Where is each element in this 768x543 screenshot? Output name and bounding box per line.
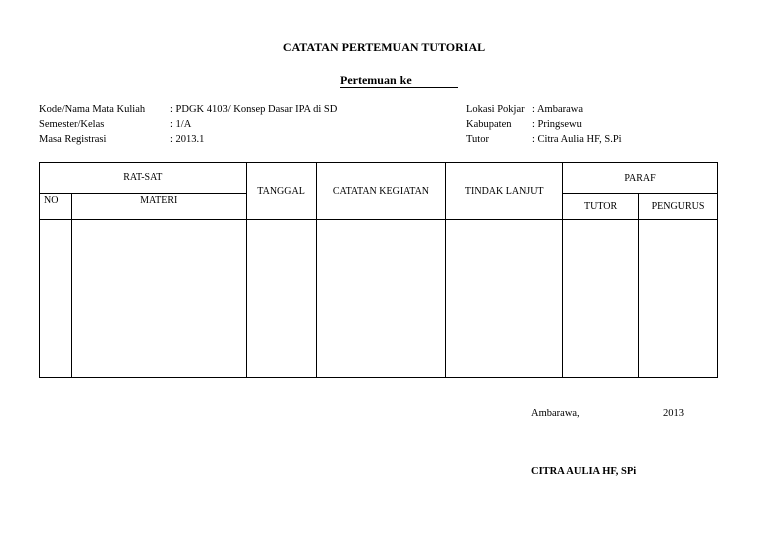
tutorial-table (39, 162, 718, 378)
cell-catatan[interactable] (316, 220, 446, 378)
info-left-values (170, 102, 337, 147)
cell-no[interactable] (40, 220, 72, 378)
header-tindak: TINDAK LANJUT (446, 163, 563, 220)
location-value: : Ambarawa (532, 104, 584, 115)
semester-value: : 1/A (170, 119, 192, 130)
header-paraf: PARAF (563, 163, 718, 194)
signature-name: CITRA AULIA HF, SPi (531, 466, 637, 477)
cell-pengurus[interactable] (639, 220, 718, 378)
location-label: Lokasi Pokjar (466, 104, 525, 115)
meeting-number-label: Pertemuan ke (340, 73, 458, 88)
registration-value: : 2013.1 (170, 134, 205, 145)
semester-label: Semester/Kelas (39, 119, 105, 130)
course-value: : PDGK 4103/ Konsep Dasar IPA di SD (170, 104, 338, 115)
header-no: NO (40, 194, 72, 220)
tutor-label: Tutor (466, 134, 489, 145)
header-catatan: CATATAN KEGIATAN (316, 163, 446, 220)
header-rat-sat: RAT-SAT (40, 163, 247, 194)
header-pengurus: PENGURUS (639, 194, 718, 220)
regency-label: Kabupaten (466, 119, 512, 130)
document-title: CATATAN PERTEMUAN TUTORIAL (282, 40, 486, 54)
cell-tindak[interactable] (446, 220, 563, 378)
signature-year: 2013 (663, 408, 684, 419)
info-right-labels (466, 102, 525, 147)
cell-materi[interactable] (71, 220, 246, 378)
cell-tutor[interactable] (563, 220, 639, 378)
registration-label: Masa Registrasi (39, 134, 107, 145)
regency-value: : Pringsewu (532, 119, 582, 130)
cell-tanggal[interactable] (246, 220, 316, 378)
info-right-values (532, 102, 622, 147)
course-label: Kode/Nama Mata Kuliah (39, 104, 146, 115)
tutor-value: : Citra Aulia HF, S.Pi (532, 134, 622, 145)
info-left-labels (39, 102, 145, 147)
table-row (40, 220, 718, 378)
header-tanggal: TANGGAL (246, 163, 316, 220)
signature-place: Ambarawa, (531, 408, 580, 419)
header-tutor: TUTOR (563, 194, 639, 220)
header-materi: MATERI (71, 194, 246, 220)
